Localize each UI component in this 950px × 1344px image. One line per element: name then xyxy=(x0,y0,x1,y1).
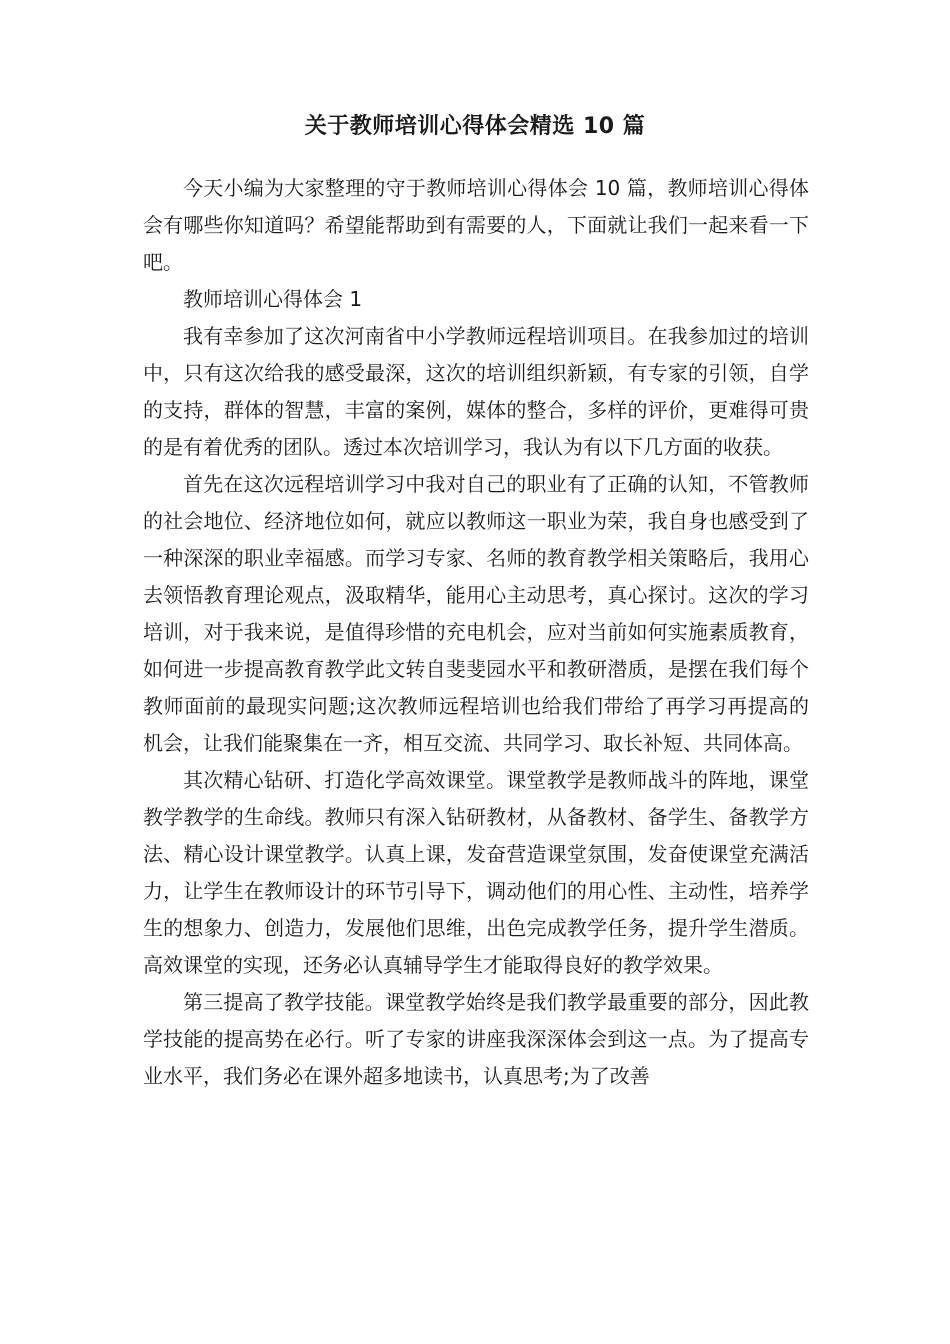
body-paragraph: 首先在这次远程培训学习中我对自己的职业有了正确的认知，不管教师的社会地位、经济地位如何，就应以教师这一职业为荣，我自身也感受到了一种深深的职业幸福感。而学习专家、名师的教育教学相关策略后，我用心去领悟教育理论观点，汲取精华，能用心主动思考，真心探讨。这次的学习培训，对于我来说，是值得珍惜的充电机会，应对当前如何实施素质教育，如何进一步提高教育教学此文转自斐斐园水平和教研潜质，是摆在我们每个教师面前的最现实问题;这次教师远程培训也给我们带给了再学习再提高的机会，让我们能聚集在一齐，相互交流、共同学习、取长补短、共同体高。 xyxy=(143,472,809,755)
section-heading: 教师培训心得体会 1 xyxy=(183,287,363,311)
intro-paragraph: 今天小编为大家整理的守于教师培训心得体会 10 篇，教师培训心得体会有哪些你知道吗？希望能帮助到有需要的人，下面就让我们一起来看一下吧。 xyxy=(143,176,809,274)
body-paragraph: 第三提高了教学技能。课堂教学始终是我们教学最重要的部分，因此教学技能的提高势在必行。听了专家的讲座我深深体会到这一点。为了提高专业水平，我们务必在课外超多地读书，认真思考;为了改善 xyxy=(143,990,809,1088)
document-body xyxy=(143,170,809,1095)
document-title: 关于教师培训心得体会精选 10 篇 xyxy=(304,114,646,139)
body-paragraph: 其次精心钻研、打造化学高效课堂。课堂教学是教师战斗的阵地，课堂教学教学的生命线。教师只有深入钻研教材，从备教材、备学生、备教学方法、精心设计课堂教学。认真上课，发奋营造课堂氛围，发奋使课堂充满活力，让学生在教师设计的环节引导下，调动他们的用心性、主动性，培养学生的想象力、创造力，发展他们思维，出色完成教学任务，提升学生潜质。高效课堂的实现，还务必认真辅导学生才能取得良好的教学效果。 xyxy=(143,768,809,977)
body-paragraph: 我有幸参加了这次河南省中小学教师远程培训项目。在我参加过的培训中，只有这次给我的感受最深，这次的培训组织新颖，有专家的引领，自学的支持，群体的智慧，丰富的案例，媒体的整合，多样的评价，更难得可贵的是有着优秀的团队。透过本次培训学习，我认为有以下几方面的收获。 xyxy=(143,324,809,459)
